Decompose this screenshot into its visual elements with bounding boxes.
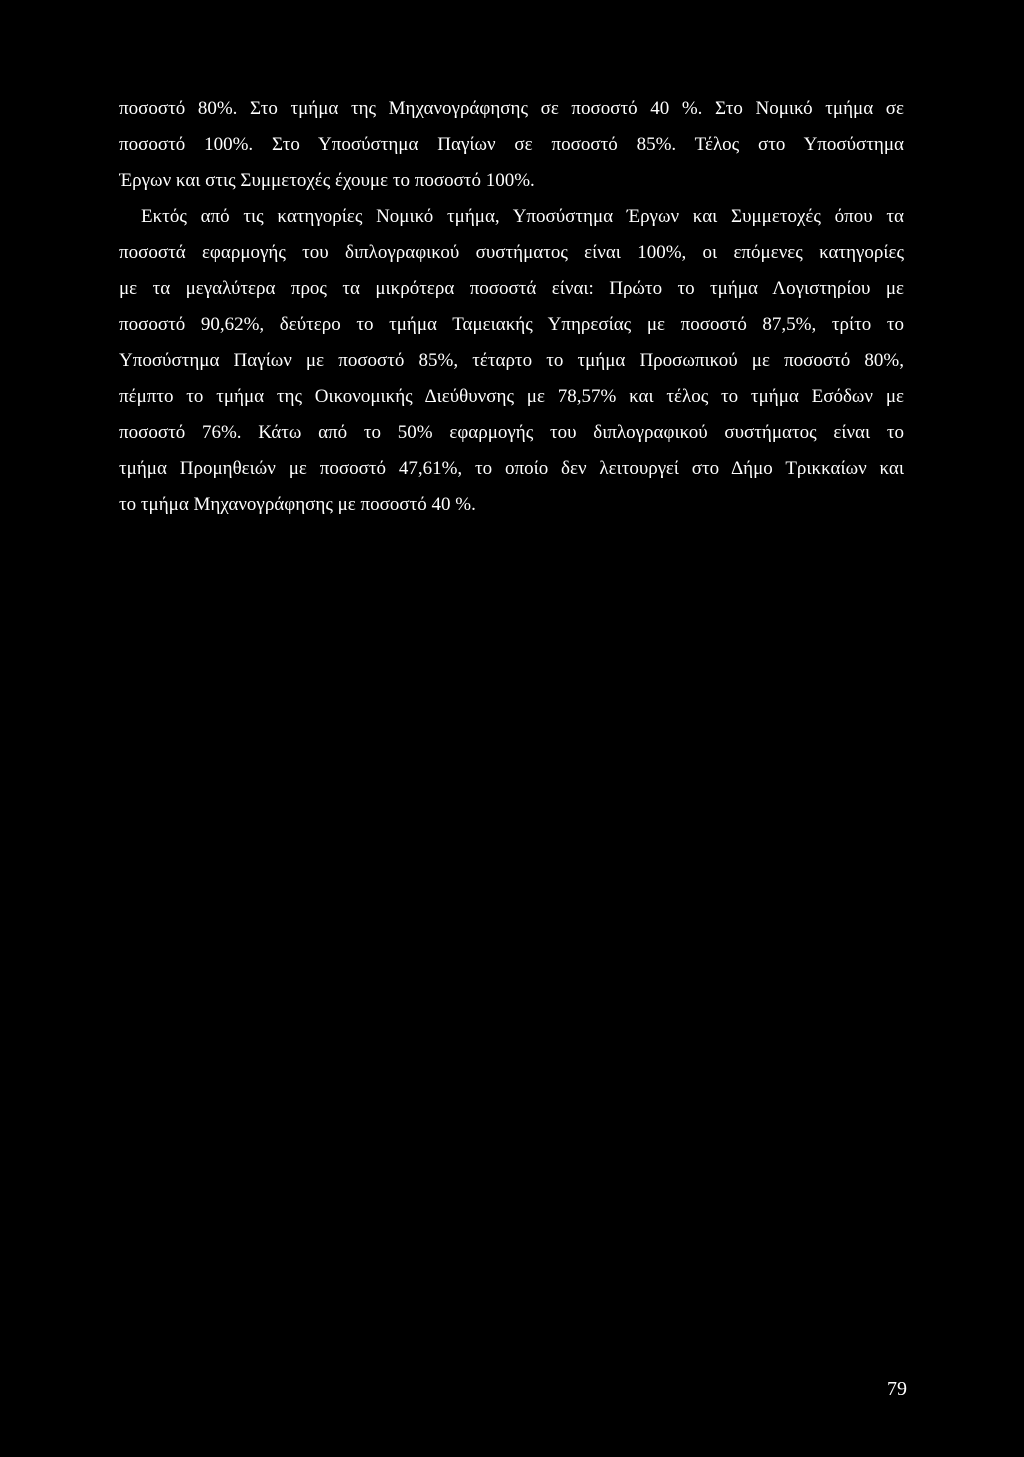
text-line: ποσοστό 100%. Στο Υποσύστημα Παγίων σε ποσοστό 85%. Τέλος στο Υποσύστημα <box>119 134 904 155</box>
text-line: ποσοστά εφαρμογής του διπλογραφικού συστήματος είναι 100%, οι επόμενες κατηγορίες <box>119 242 904 263</box>
text-line: ποσοστό 80%. Στο τμήμα της Μηχανογράφησης σε ποσοστό 40 %. Στο Νομικό τμήμα σε <box>119 98 904 119</box>
text-line: πέμπτο το τμήμα της Οικονομικής Διεύθυνσης με 78,57% και τέλος το τμήμα Εσόδων με <box>119 386 904 407</box>
paragraph-2 <box>119 199 904 523</box>
page-body-text <box>119 91 904 523</box>
text-line: με τα μεγαλύτερα προς τα μικρότερα ποσοστά είναι: Πρώτο το τμήμα Λογιστηρίου με <box>119 278 904 299</box>
text-line: τμήμα Προμηθειών με ποσοστό 47,61%, το οποίο δεν λειτουργεί στο Δήμο Τρικκαίων και <box>119 458 904 479</box>
text-line: Εκτός από τις κατηγορίες Νομικό τμήμα, Υποσύστημα Έργων και Συμμετοχές όπου τα <box>141 206 904 227</box>
text-line: ποσοστό 90,62%, δεύτερο το τμήμα Ταμειακής Υπηρεσίας με ποσοστό 87,5%, τρίτο το <box>119 314 904 335</box>
text-line: Υποσύστημα Παγίων με ποσοστό 85%, τέταρτο το τμήμα Προσωπικού με ποσοστό 80%, <box>119 350 904 371</box>
text-line: το τμήμα Μηχανογράφησης με ποσοστό 40 %. <box>119 494 476 515</box>
text-line: ποσοστό 76%. Κάτω από το 50% εφαρμογής του διπλογραφικού συστήματος είναι το <box>119 422 904 443</box>
paragraph-1 <box>119 91 904 199</box>
text-line: Έργων και στις Συμμετοχές έχουμε το ποσοστό 100%. <box>119 170 535 191</box>
page-number: 79 <box>887 1378 907 1400</box>
